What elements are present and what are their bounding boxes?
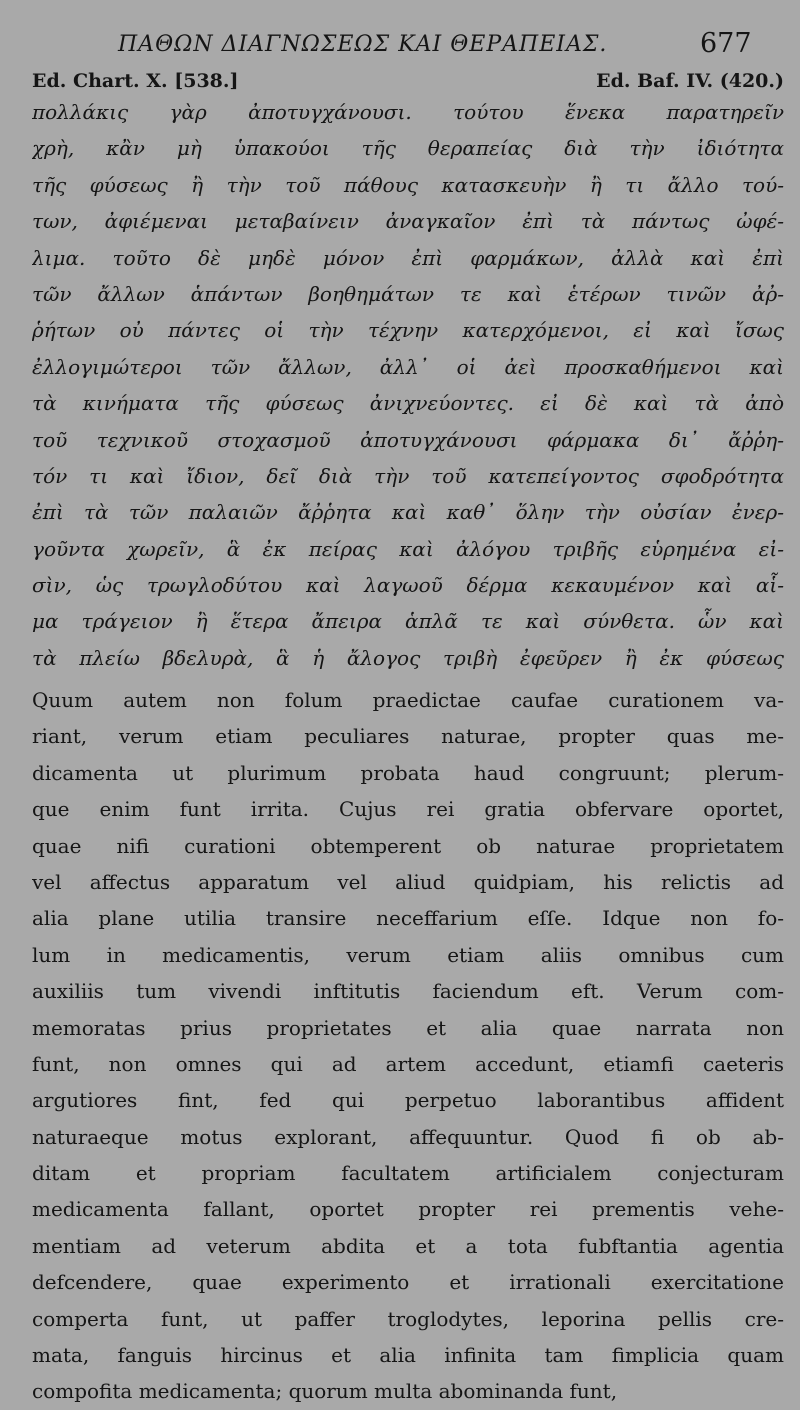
greek-line: μα τράγειον ἢ ἕτερα ἄπειρα ἁπλᾶ τε καὶ σύνθετα. ὧν καὶ xyxy=(32,609,784,634)
latin-line: quae nifi curationi obtemperent ob naturae proprietatem xyxy=(32,833,784,858)
greek-line: τὰ κινήματα τῆς φύσεως ἀνιχνεύοντες. εἰ δὲ καὶ τὰ ἀπὸ xyxy=(32,391,784,416)
edition-reference-left: Ed. Chart. X. [538.] xyxy=(32,70,239,92)
latin-line: lum in medicamentis, verum etiam aliis omnibus cum xyxy=(32,942,784,967)
greek-line: τὰ πλείω βδελυρὰ, ἃ ἡ ἄλογος τριβὴ ἐφεῦρεν ἢ ἐκ φύσεως xyxy=(32,645,784,670)
latin-line: riant, verum etiam peculiares naturae, propter quas me- xyxy=(32,724,784,749)
latin-line: vel affectus apparatum vel aliud quidpiam, his relictis ad xyxy=(32,869,784,894)
greek-line: ἐπὶ τὰ τῶν παλαιῶν ἄῤῥητα καὶ καθ᾽ ὅλην τὴν οὐσίαν ἐνερ- xyxy=(32,500,784,525)
latin-text-block xyxy=(32,682,784,1410)
edition-reference-right: Ed. Baf. IV. (420.) xyxy=(596,70,784,92)
running-title: ΠΑΘΩΝ ΔΙΑΓΝΩΣΕΩΣ ΚΑΙ ΘΕΡΑΠΕΙΑΣ. xyxy=(118,32,608,57)
latin-line: compofita medicamenta; quorum multa abominanda funt, xyxy=(32,1379,618,1404)
running-head xyxy=(0,28,800,66)
latin-line: que enim funt irrita. Cujus rei gratia obfervare oportet, xyxy=(32,797,784,822)
latin-line: comperta funt, ut paffer troglodytes, leporina pellis cre- xyxy=(32,1306,784,1331)
latin-line: dicamenta ut plurimum probata haud congruunt; plerum- xyxy=(32,760,784,785)
latin-line: naturaeque motus explorant, affequuntur. Quod fi ob ab- xyxy=(32,1124,784,1149)
greek-text-block xyxy=(32,94,784,676)
latin-line: alia plane utilia transire neceffarium eſſe. Idque non fo- xyxy=(32,906,784,931)
greek-line: τῆς φύσεως ἢ τὴν τοῦ πάθους κατασκευὴν ἢ τι ἄλλο τού- xyxy=(32,172,784,197)
latin-line: funt, non omnes qui ad artem accedunt, etiamfi caeteris xyxy=(32,1051,784,1076)
greek-line: γοῦντα χωρεῖν, ἃ ἐκ πείρας καὶ ἀλόγου τριβῆς εὑρημένα εἰ- xyxy=(32,536,784,561)
latin-line: mata, fanguis hircinus et alia infinita tam fimplicia quam xyxy=(32,1343,784,1368)
greek-line: τοῦ τεχνικοῦ στοχασμοῦ ἀποτυγχάνουσι φάρμακα δι᾽ ἄῤῥη- xyxy=(32,427,784,452)
latin-line: mentiam ad veterum abdita et a tota fubftantia agentia xyxy=(32,1233,784,1258)
latin-line: defcendere, quae experimento et irrationali exercitatione xyxy=(32,1270,784,1295)
greek-line: ῥήτων οὐ πάντες οἱ τὴν τέχνην κατερχόμενοι, εἰ καὶ ἴσως xyxy=(32,318,784,343)
latin-line: medicamenta fallant, oportet propter rei prementis vehe- xyxy=(32,1197,784,1222)
latin-line: Quum autem non folum praedictae caufae curationem va- xyxy=(32,688,784,712)
greek-line: τόν τι καὶ ἴδιον, δεῖ διὰ τὴν τοῦ κατεπείγοντος σφοδρότητα xyxy=(32,463,784,488)
latin-line: memoratas prius proprietates et alia quae narrata non xyxy=(32,1015,784,1040)
latin-line: argutiores fint, fed qui perpetuo laborantibus affident xyxy=(32,1088,784,1113)
greek-line: ἐλλογιμώτεροι τῶν ἄλλων, ἀλλ᾽ οἱ ἀεὶ προσκαθήμενοι καὶ xyxy=(32,354,784,379)
latin-line: ditam et propriam facultatem artificialem conjecturam xyxy=(32,1161,784,1186)
page-number: 677 xyxy=(700,28,752,59)
greek-line: χρὴ, κἂν μὴ ὑπακούοι τῆς θεραπείας διὰ τὴν ἰδιότητα xyxy=(32,136,784,161)
greek-line: σὶν, ὡς τρωγλοδύτου καὶ λαγωοῦ δέρμα κεκαυμένον καὶ αἷ- xyxy=(32,573,784,598)
greek-line: πολλάκις γὰρ ἀποτυγχάνουσι. τούτου ἕνεκα παρατηρεῖν xyxy=(32,100,784,124)
greek-line: λιμα. τοῦτο δὲ μηδὲ μόνον ἐπὶ φαρμάκων, ἀλλὰ καὶ ἐπὶ xyxy=(32,245,784,270)
latin-line: auxiliis tum vivendi inftitutis faciendum eft. Verum com- xyxy=(32,979,784,1004)
greek-line: των, ἀφιέμεναι μεταβαίνειν ἀναγκαῖον ἐπὶ τὰ πάντως ὠφέ- xyxy=(32,209,784,234)
greek-line: τῶν ἄλλων ἁπάντων βοηθημάτων τε καὶ ἑτέρων τινῶν ἀῤ- xyxy=(32,281,784,306)
